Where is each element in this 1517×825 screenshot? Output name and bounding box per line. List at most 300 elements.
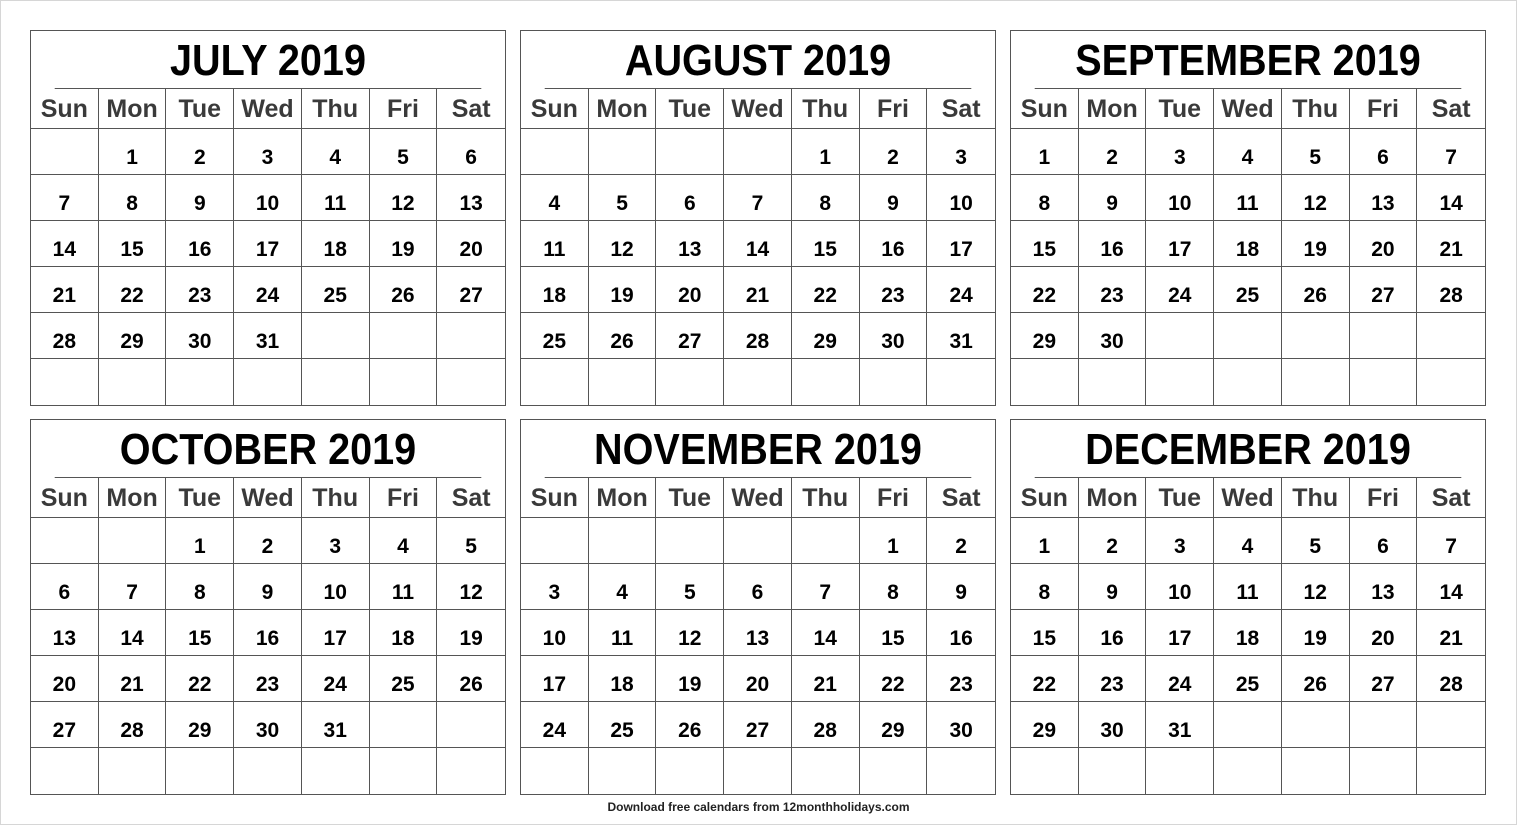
empty-day-cell <box>1350 702 1418 748</box>
day-cell: 25 <box>521 313 589 359</box>
empty-day-cell <box>1146 748 1214 794</box>
day-cell: 25 <box>589 702 657 748</box>
day-cell: 9 <box>1079 564 1147 610</box>
day-cell: 17 <box>1146 221 1214 267</box>
day-cell: 18 <box>521 267 589 313</box>
month-title: SEPTEMBER 2019 <box>1035 31 1462 89</box>
empty-day-cell <box>1417 702 1485 748</box>
day-cell: 30 <box>927 702 995 748</box>
weekday-label: Sat <box>451 484 491 512</box>
day-cell: 18 <box>302 221 370 267</box>
day-cell: 3 <box>927 129 995 175</box>
day-cell: 11 <box>521 221 589 267</box>
day-cell: 19 <box>437 610 505 656</box>
day-cell: 13 <box>724 610 792 656</box>
day-cell: 15 <box>99 221 167 267</box>
day-cell: 20 <box>1350 221 1418 267</box>
day-cell: 16 <box>1079 221 1147 267</box>
day-cell: 13 <box>656 221 724 267</box>
day-cell: 7 <box>1417 129 1485 175</box>
month-december <box>1010 419 1486 795</box>
day-cell: 1 <box>1011 129 1079 175</box>
day-cell: 1 <box>860 518 928 564</box>
day-cell: 24 <box>1146 656 1214 702</box>
day-cell: 26 <box>1282 267 1350 313</box>
weekday-label: Fri <box>370 89 438 128</box>
day-cell: 20 <box>656 267 724 313</box>
empty-day-cell <box>31 359 99 405</box>
empty-day-cell <box>1282 748 1350 794</box>
day-cell: 17 <box>234 221 302 267</box>
weekday-label: Sat <box>941 484 981 512</box>
day-cell: 28 <box>1417 656 1485 702</box>
empty-day-cell <box>589 359 657 405</box>
empty-day-cell <box>1079 748 1147 794</box>
weekday-label: Fri <box>860 478 928 517</box>
empty-day-cell <box>437 359 505 405</box>
empty-day-cell <box>234 359 302 405</box>
weekday-label: Sat <box>451 95 491 123</box>
weekday-label: Mon <box>99 478 167 517</box>
day-cell: 22 <box>860 656 928 702</box>
day-cell: 28 <box>724 313 792 359</box>
day-cell: 12 <box>437 564 505 610</box>
empty-day-cell <box>792 518 860 564</box>
day-cell: 30 <box>166 313 234 359</box>
day-cell: 14 <box>99 610 167 656</box>
day-cell: 1 <box>166 518 234 564</box>
day-cell: 5 <box>1282 129 1350 175</box>
day-cell: 24 <box>521 702 589 748</box>
empty-day-cell <box>31 129 99 175</box>
weekday-label: Sun <box>31 478 99 517</box>
day-cell: 6 <box>1350 129 1418 175</box>
days-grid <box>521 518 995 794</box>
weekday-label: Wed <box>724 89 792 128</box>
day-cell: 3 <box>234 129 302 175</box>
day-cell: 18 <box>1214 221 1282 267</box>
empty-day-cell <box>1350 359 1418 405</box>
month-title: NOVEMBER 2019 <box>545 420 972 478</box>
day-cell: 7 <box>792 564 860 610</box>
empty-day-cell <box>99 359 167 405</box>
empty-day-cell <box>724 129 792 175</box>
day-cell: 7 <box>99 564 167 610</box>
day-cell: 20 <box>1350 610 1418 656</box>
empty-day-cell <box>370 748 438 794</box>
weekday-label: Mon <box>589 478 657 517</box>
weekday-header-row <box>521 89 995 129</box>
day-cell: 12 <box>589 221 657 267</box>
day-cell: 22 <box>1011 267 1079 313</box>
day-cell: 15 <box>1011 221 1079 267</box>
weekday-label: Wed <box>1214 478 1282 517</box>
empty-day-cell <box>31 748 99 794</box>
day-cell: 18 <box>1214 610 1282 656</box>
day-cell: 28 <box>31 313 99 359</box>
weekday-label: Sat <box>1431 484 1471 512</box>
day-cell: 13 <box>31 610 99 656</box>
day-cell: 16 <box>860 221 928 267</box>
day-cell: 31 <box>234 313 302 359</box>
day-cell: 11 <box>1214 564 1282 610</box>
day-cell: 26 <box>656 702 724 748</box>
day-cell: 26 <box>1282 656 1350 702</box>
day-cell: 21 <box>1417 221 1485 267</box>
empty-day-cell <box>437 748 505 794</box>
weekday-label: Sat <box>1431 95 1471 123</box>
month-title: AUGUST 2019 <box>545 31 972 89</box>
day-cell: 9 <box>927 564 995 610</box>
day-cell: 1 <box>99 129 167 175</box>
weekday-label: Wed <box>724 478 792 517</box>
day-cell: 15 <box>860 610 928 656</box>
day-cell: 2 <box>1079 518 1147 564</box>
day-cell: 2 <box>234 518 302 564</box>
day-cell: 14 <box>724 221 792 267</box>
weekday-header-row <box>31 89 505 129</box>
day-cell: 12 <box>1282 564 1350 610</box>
day-cell: 4 <box>1214 518 1282 564</box>
empty-day-cell <box>1214 748 1282 794</box>
weekday-label: Wed <box>234 478 302 517</box>
day-cell: 24 <box>1146 267 1214 313</box>
day-cell: 11 <box>1214 175 1282 221</box>
weekday-label: Tue <box>166 478 234 517</box>
empty-day-cell <box>589 129 657 175</box>
weekday-label: Wed <box>234 89 302 128</box>
day-cell: 5 <box>589 175 657 221</box>
weekday-label: Tue <box>656 478 724 517</box>
empty-day-cell <box>589 748 657 794</box>
day-cell: 9 <box>1079 175 1147 221</box>
month-november <box>520 419 996 795</box>
month-july <box>30 30 506 406</box>
empty-day-cell <box>724 518 792 564</box>
day-cell: 29 <box>166 702 234 748</box>
empty-day-cell <box>1417 748 1485 794</box>
day-cell: 17 <box>521 656 589 702</box>
empty-day-cell <box>860 359 928 405</box>
day-cell: 23 <box>166 267 234 313</box>
weekday-label: Sun <box>521 478 589 517</box>
day-cell: 29 <box>792 313 860 359</box>
empty-day-cell <box>656 518 724 564</box>
day-cell: 21 <box>1417 610 1485 656</box>
weekday-label: Thu <box>1282 89 1350 128</box>
day-cell: 13 <box>1350 175 1418 221</box>
empty-day-cell <box>234 748 302 794</box>
month-title: JULY 2019 <box>55 31 482 89</box>
days-grid <box>521 129 995 405</box>
day-cell: 2 <box>1079 129 1147 175</box>
day-cell: 1 <box>1011 518 1079 564</box>
day-cell: 16 <box>1079 610 1147 656</box>
empty-day-cell <box>302 359 370 405</box>
day-cell: 28 <box>99 702 167 748</box>
day-cell: 8 <box>860 564 928 610</box>
day-cell: 31 <box>927 313 995 359</box>
day-cell: 25 <box>370 656 438 702</box>
day-cell: 2 <box>166 129 234 175</box>
day-cell: 30 <box>1079 313 1147 359</box>
weekday-header-row <box>1011 478 1485 518</box>
weekday-label: Tue <box>1146 89 1214 128</box>
empty-day-cell <box>860 748 928 794</box>
day-cell: 21 <box>31 267 99 313</box>
day-cell: 3 <box>302 518 370 564</box>
day-cell: 30 <box>234 702 302 748</box>
day-cell: 19 <box>656 656 724 702</box>
month-title: DECEMBER 2019 <box>1035 420 1462 478</box>
day-cell: 11 <box>302 175 370 221</box>
weekday-label: Tue <box>1146 478 1214 517</box>
day-cell: 23 <box>1079 267 1147 313</box>
day-cell: 8 <box>1011 175 1079 221</box>
weekday-label: Tue <box>166 89 234 128</box>
day-cell: 20 <box>724 656 792 702</box>
empty-day-cell <box>1146 313 1214 359</box>
weekday-label: Fri <box>370 478 438 517</box>
empty-day-cell <box>521 518 589 564</box>
day-cell: 18 <box>589 656 657 702</box>
empty-day-cell <box>927 748 995 794</box>
empty-day-cell <box>99 518 167 564</box>
day-cell: 22 <box>792 267 860 313</box>
days-grid <box>1011 518 1485 794</box>
empty-day-cell <box>1214 702 1282 748</box>
day-cell: 17 <box>927 221 995 267</box>
empty-day-cell <box>1282 313 1350 359</box>
day-cell: 14 <box>792 610 860 656</box>
empty-day-cell <box>166 748 234 794</box>
weekday-label: Mon <box>1079 89 1147 128</box>
day-cell: 9 <box>166 175 234 221</box>
day-cell: 7 <box>31 175 99 221</box>
day-cell: 16 <box>234 610 302 656</box>
day-cell: 26 <box>589 313 657 359</box>
day-cell: 7 <box>1417 518 1485 564</box>
day-cell: 5 <box>1282 518 1350 564</box>
weekday-label: Mon <box>589 89 657 128</box>
day-cell: 30 <box>1079 702 1147 748</box>
day-cell: 23 <box>927 656 995 702</box>
weekday-label: Thu <box>792 89 860 128</box>
day-cell: 10 <box>927 175 995 221</box>
day-cell: 6 <box>656 175 724 221</box>
day-cell: 12 <box>656 610 724 656</box>
day-cell: 31 <box>302 702 370 748</box>
day-cell: 12 <box>370 175 438 221</box>
empty-day-cell <box>1214 359 1282 405</box>
empty-day-cell <box>656 129 724 175</box>
empty-day-cell <box>656 359 724 405</box>
day-cell: 21 <box>724 267 792 313</box>
day-cell: 29 <box>1011 702 1079 748</box>
day-cell: 10 <box>521 610 589 656</box>
month-title: OCTOBER 2019 <box>55 420 482 478</box>
day-cell: 10 <box>1146 564 1214 610</box>
day-cell: 19 <box>1282 221 1350 267</box>
empty-day-cell <box>370 313 438 359</box>
weekday-label: Sun <box>1011 89 1079 128</box>
day-cell: 4 <box>521 175 589 221</box>
day-cell: 4 <box>370 518 438 564</box>
empty-day-cell <box>437 702 505 748</box>
weekday-label: Thu <box>302 478 370 517</box>
day-cell: 20 <box>31 656 99 702</box>
empty-day-cell <box>31 518 99 564</box>
day-cell: 24 <box>927 267 995 313</box>
day-cell: 5 <box>437 518 505 564</box>
day-cell: 15 <box>1011 610 1079 656</box>
day-cell: 6 <box>724 564 792 610</box>
empty-day-cell <box>1282 702 1350 748</box>
day-cell: 14 <box>1417 564 1485 610</box>
day-cell: 29 <box>1011 313 1079 359</box>
empty-day-cell <box>724 359 792 405</box>
day-cell: 12 <box>1282 175 1350 221</box>
weekday-label: Thu <box>792 478 860 517</box>
day-cell: 9 <box>860 175 928 221</box>
weekday-label: Mon <box>99 89 167 128</box>
weekday-label: Fri <box>1350 478 1418 517</box>
day-cell: 10 <box>302 564 370 610</box>
day-cell: 29 <box>860 702 928 748</box>
day-cell: 23 <box>234 656 302 702</box>
empty-day-cell <box>302 748 370 794</box>
day-cell: 8 <box>99 175 167 221</box>
day-cell: 22 <box>99 267 167 313</box>
day-cell: 27 <box>1350 267 1418 313</box>
empty-day-cell <box>370 702 438 748</box>
empty-day-cell <box>1011 748 1079 794</box>
empty-day-cell <box>302 313 370 359</box>
weekday-label: Sun <box>521 89 589 128</box>
day-cell: 20 <box>437 221 505 267</box>
weekday-label: Sat <box>941 95 981 123</box>
day-cell: 18 <box>370 610 438 656</box>
empty-day-cell <box>792 359 860 405</box>
empty-day-cell <box>1011 359 1079 405</box>
day-cell: 25 <box>1214 267 1282 313</box>
day-cell: 11 <box>589 610 657 656</box>
day-cell: 27 <box>724 702 792 748</box>
day-cell: 8 <box>166 564 234 610</box>
month-august <box>520 30 996 406</box>
day-cell: 8 <box>1011 564 1079 610</box>
days-grid <box>31 518 505 794</box>
weekday-header-row <box>521 478 995 518</box>
day-cell: 27 <box>656 313 724 359</box>
weekday-label: Fri <box>1350 89 1418 128</box>
day-cell: 23 <box>860 267 928 313</box>
day-cell: 1 <box>792 129 860 175</box>
day-cell: 24 <box>234 267 302 313</box>
empty-day-cell <box>927 359 995 405</box>
day-cell: 17 <box>302 610 370 656</box>
weekday-label: Fri <box>860 89 928 128</box>
empty-day-cell <box>1417 359 1485 405</box>
day-cell: 6 <box>437 129 505 175</box>
days-grid <box>31 129 505 405</box>
day-cell: 27 <box>1350 656 1418 702</box>
day-cell: 4 <box>1214 129 1282 175</box>
weekday-label: Thu <box>1282 478 1350 517</box>
empty-day-cell <box>1079 359 1147 405</box>
day-cell: 5 <box>656 564 724 610</box>
empty-day-cell <box>166 359 234 405</box>
day-cell: 9 <box>234 564 302 610</box>
empty-day-cell <box>1146 359 1214 405</box>
weekday-header-row <box>1011 89 1485 129</box>
day-cell: 22 <box>166 656 234 702</box>
weekday-label: Thu <box>302 89 370 128</box>
day-cell: 24 <box>302 656 370 702</box>
day-cell: 22 <box>1011 656 1079 702</box>
day-cell: 6 <box>1350 518 1418 564</box>
day-cell: 29 <box>99 313 167 359</box>
day-cell: 4 <box>589 564 657 610</box>
empty-day-cell <box>99 748 167 794</box>
day-cell: 14 <box>1417 175 1485 221</box>
weekday-label: Sun <box>31 89 99 128</box>
empty-day-cell <box>589 518 657 564</box>
month-october <box>30 419 506 795</box>
day-cell: 16 <box>166 221 234 267</box>
empty-day-cell <box>656 748 724 794</box>
empty-day-cell <box>1282 359 1350 405</box>
day-cell: 25 <box>302 267 370 313</box>
day-cell: 26 <box>370 267 438 313</box>
day-cell: 2 <box>927 518 995 564</box>
empty-day-cell <box>724 748 792 794</box>
day-cell: 13 <box>1350 564 1418 610</box>
day-cell: 27 <box>437 267 505 313</box>
weekday-label: Mon <box>1079 478 1147 517</box>
day-cell: 10 <box>1146 175 1214 221</box>
weekday-header-row <box>31 478 505 518</box>
day-cell: 30 <box>860 313 928 359</box>
day-cell: 6 <box>31 564 99 610</box>
empty-day-cell <box>1417 313 1485 359</box>
day-cell: 5 <box>370 129 438 175</box>
day-cell: 8 <box>792 175 860 221</box>
day-cell: 16 <box>927 610 995 656</box>
day-cell: 21 <box>792 656 860 702</box>
day-cell: 3 <box>1146 129 1214 175</box>
empty-day-cell <box>1350 748 1418 794</box>
day-cell: 15 <box>792 221 860 267</box>
day-cell: 31 <box>1146 702 1214 748</box>
empty-day-cell <box>1350 313 1418 359</box>
day-cell: 14 <box>31 221 99 267</box>
day-cell: 7 <box>724 175 792 221</box>
day-cell: 28 <box>1417 267 1485 313</box>
day-cell: 19 <box>589 267 657 313</box>
day-cell: 28 <box>792 702 860 748</box>
day-cell: 2 <box>860 129 928 175</box>
day-cell: 26 <box>437 656 505 702</box>
day-cell: 19 <box>370 221 438 267</box>
empty-day-cell <box>792 748 860 794</box>
day-cell: 13 <box>437 175 505 221</box>
day-cell: 17 <box>1146 610 1214 656</box>
weekday-label: Wed <box>1214 89 1282 128</box>
weekday-label: Sun <box>1011 478 1079 517</box>
empty-day-cell <box>437 313 505 359</box>
day-cell: 21 <box>99 656 167 702</box>
